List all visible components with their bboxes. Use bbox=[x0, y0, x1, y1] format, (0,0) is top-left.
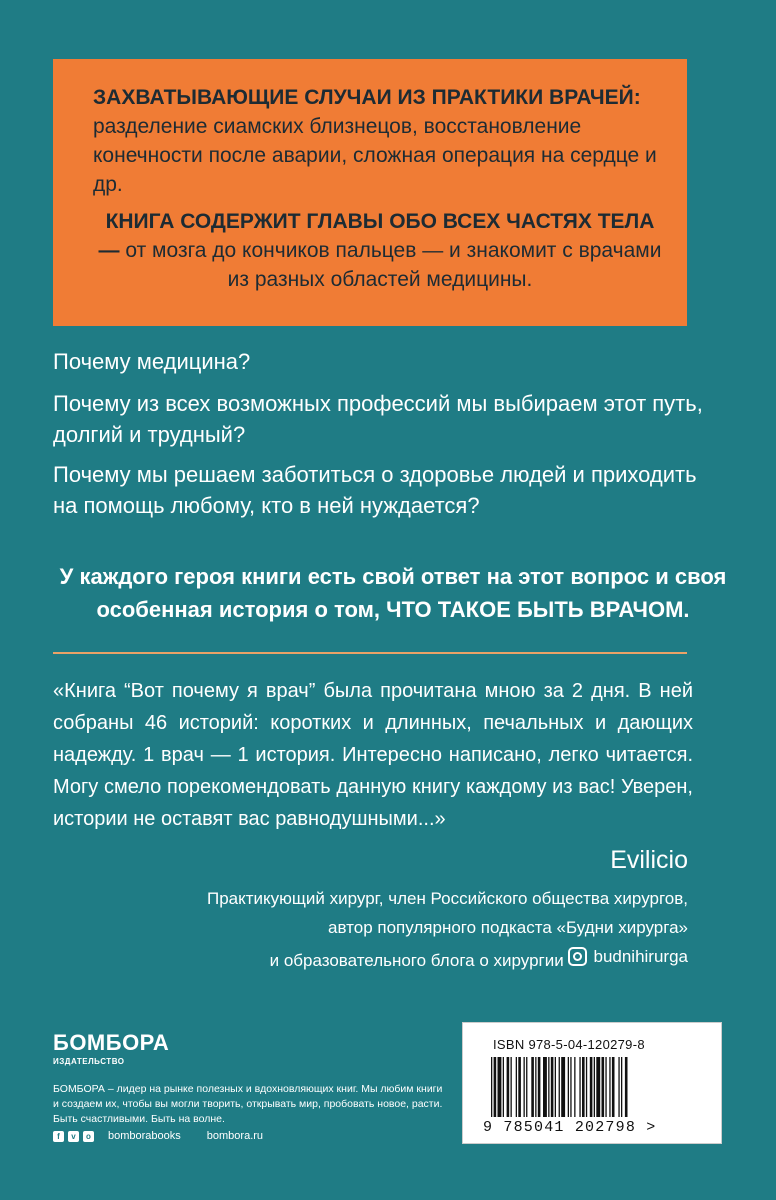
promo-heading-2: КНИГА СОДЕРЖИТ ГЛАВЫ ОБО ВСЕХ ЧАСТЯХ ТЕЛА — bbox=[98, 210, 655, 262]
promo-text-2: от мозга до кончиков пальцев — и знакомит с врачами из разных областей медицины. bbox=[125, 239, 662, 291]
barcode-image bbox=[491, 1057, 696, 1117]
author-desc-line-2: автор популярного подкаста «Будни хирурга» bbox=[328, 918, 688, 937]
publisher-logo-subtitle: ИЗДАТЕЛЬСТВО bbox=[53, 1057, 125, 1066]
barcode-box bbox=[462, 1022, 722, 1144]
question-3: Почему мы решаем заботиться о здоровье людей и приходить на помощь любому, кто в ней нуждается? bbox=[53, 462, 697, 518]
promo-text-1: разделение сиамских близнецов, восстановление конечности после аварии, сложная операция на сердце и др. bbox=[93, 115, 657, 196]
author-desc-line-3-row bbox=[68, 942, 688, 975]
vk-icon: v bbox=[68, 1131, 79, 1142]
publisher-description: БОМБОРА – лидер на рынке полезных и вдохновляющих книг. Мы любим книги и создаем их, чтобы вы могли творить, открывать мир, пробовать новое, расти. Быть счастливыми. Быть на волне. bbox=[53, 1083, 443, 1125]
barcode-digits: 9 785041 202798 > bbox=[483, 1119, 657, 1136]
facebook-icon: f bbox=[53, 1131, 64, 1142]
promo-box bbox=[53, 59, 687, 326]
author-desc-line-1: Практикующий хирург, член Российского общества хирургов, bbox=[207, 889, 688, 908]
instagram-handle bbox=[568, 942, 688, 971]
answer-text: У каждого героя книги есть свой ответ на этот вопрос и своя особенная история о том, ЧТО ТАКОЕ БЫТЬ ВРАЧОМ. bbox=[59, 564, 727, 622]
promo-paragraph-2 bbox=[93, 207, 667, 294]
instagram-small-icon: o bbox=[83, 1131, 94, 1142]
isbn-text: ISBN 978-5-04-120279-8 bbox=[493, 1037, 645, 1052]
instagram-handle-text: budnihirurga bbox=[593, 947, 688, 966]
social-links bbox=[53, 1130, 263, 1142]
divider bbox=[53, 652, 687, 654]
social-handle: bomborabooks bbox=[108, 1130, 181, 1142]
review-quote: «Книга “Вот почему я врач” была прочитана мною за 2 дня. В ней собраны 46 историй: коротких и длинных, печальных и дающих надежду. 1 врач — 1 история. Интересно написано, легко читается. Могу смело порекомендовать данную книгу каждому из вас! Уверен, истории не оставят вас равнодушными...» bbox=[53, 680, 693, 830]
promo-paragraph-1 bbox=[93, 83, 667, 199]
publisher-logo: БОМБОРА bbox=[53, 1030, 170, 1055]
author-description bbox=[68, 884, 688, 975]
instagram-icon bbox=[568, 947, 587, 966]
author-desc-line-3: и образовательного блога о хирургии bbox=[269, 951, 564, 970]
publisher-site: bombora.ru bbox=[206, 1130, 264, 1142]
review-author: Evilicio bbox=[610, 846, 688, 874]
question-1: Почему медицина? bbox=[53, 349, 251, 374]
question-2: Почему из всех возможных профессий мы выбираем этот путь, долгий и трудный? bbox=[53, 391, 703, 447]
promo-heading-1: ЗАХВАТЫВАЮЩИЕ СЛУЧАИ ИЗ ПРАКТИКИ ВРАЧЕЙ: bbox=[93, 86, 641, 109]
